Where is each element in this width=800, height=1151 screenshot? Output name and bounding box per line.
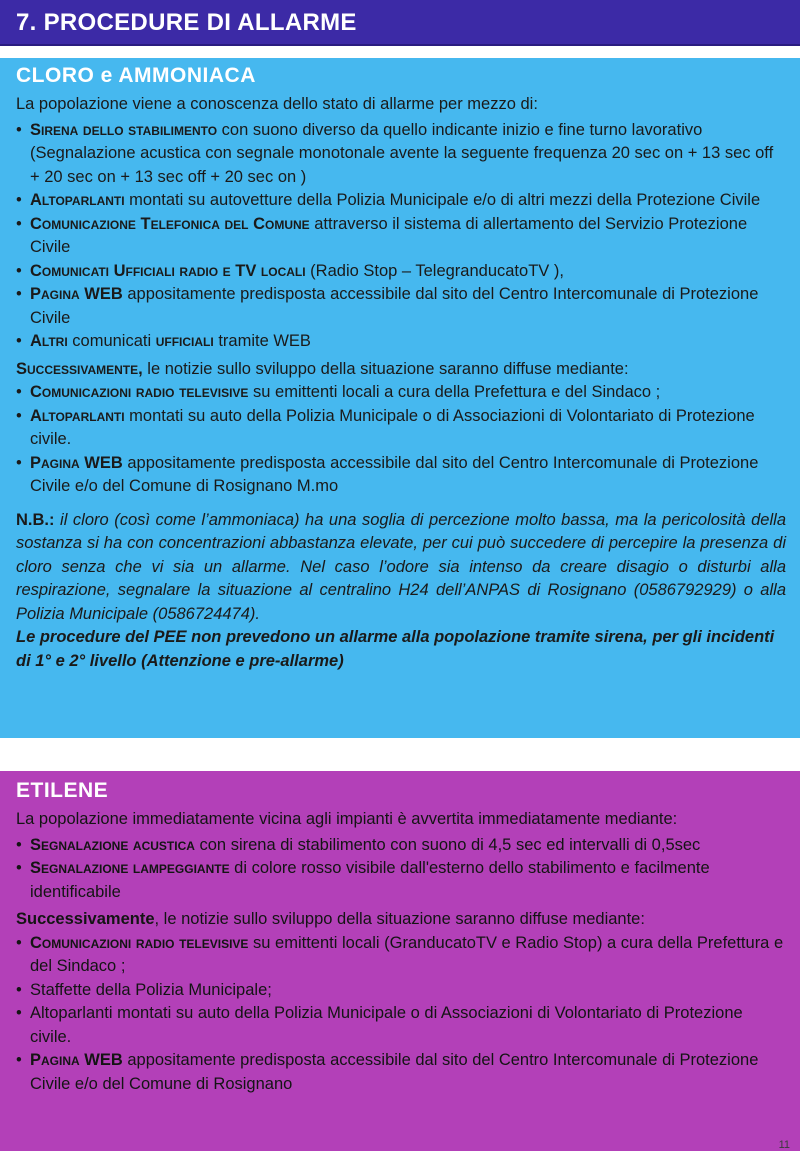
list-item: • Pagina WEB appositamente predisposta accessibile dal sito del Centro Intercomunale di Protezione Civile: [16, 283, 786, 330]
list-item: • Pagina WEB appositamente predisposta accessibile dal sito del Centro Intercomunale di Protezione Civile e/o del Comune di Rosignano M.mo: [16, 452, 786, 499]
subsequent-intro: Successivamente, le notizie sullo sviluppo della situazione saranno diffuse mediante:: [16, 910, 645, 928]
chlorine-ammonia-panel: [0, 58, 800, 738]
section-title-ethylene: ETILENE: [16, 779, 109, 802]
page-number: 11: [778, 1139, 790, 1151]
subsequent-intro: Successivamente, le notizie sullo sviluppo della situazione saranno diffuse mediante:: [16, 359, 629, 378]
section-intro: La popolazione viene a conoscenza dello stato di allarme per mezzo di:: [16, 95, 538, 113]
list-item: • Comunicazioni radio televisive su emittenti locali a cura della Prefettura e del Sindaco ;: [16, 381, 786, 405]
list-item: • Altoparlanti montati su auto della Polizia Municipale o di Associazioni di Volontariato di Protezione civile.: [16, 405, 786, 452]
list-item: • Pagina WEB appositamente predisposta accessibile dal sito del Centro Intercomunale di Protezione Civile e/o del Comune di Rosignano: [16, 1049, 786, 1096]
list-item: • Staffette della Polizia Municipale;: [16, 979, 786, 1003]
nb-note: N.B.: il cloro (così come l’ammoniaca) ha una soglia di percezione molto bassa, ma la pericolosità della sostanza si ha con concentrazioni abbastanza elevate, per cui può succedere di percepire la presenza di cloro senza che vi sia un allarme. Nel caso l’odore sia intenso da creare disagio o disturbi alla respirazione, segnalare la situazione al centralino H24 dell’ANPAS di Rosignano (0586792929) o alla Polizia Municipale (0586724474).: [16, 510, 786, 623]
list-item: • Altri comunicati ufficiali tramite WEB: [16, 330, 786, 354]
list-item: • Altoparlanti montati su auto della Polizia Municipale o di Associazioni di Volontariato di Protezione civile.: [16, 1002, 786, 1049]
ethylene-panel: [0, 771, 800, 1151]
page-title: 7. PROCEDURE DI ALLARME: [16, 9, 357, 36]
list-item: • Comunicazione Telefonica del Comune attraverso il sistema di allertamento del Servizio Protezione Civile: [16, 213, 786, 260]
subsequent-list: [16, 381, 786, 499]
list-item: • Sirena dello stabilimento con suono diverso da quello indicante inizio e fine turno lavorativo (Segnalazione acustica con segnale monotonale avente la seguente frequenza 20 sec on + 13 sec off + 20 sec on + 13 sec off + 20 sec on ): [16, 119, 786, 190]
list-item: • Segnalazione lampeggiante di colore rosso visibile dall'esterno dello stabilimento e facilmente identificabile: [16, 857, 786, 904]
section-intro: La popolazione immediatamente vicina agli impianti è avvertita immediatamente mediante:: [16, 810, 678, 828]
list-item: • Altoparlanti montati su autovetture della Polizia Municipale e/o di altri mezzi della Protezione Civile: [16, 189, 786, 213]
alarm-means-list: [16, 834, 786, 905]
header-bar: [0, 0, 800, 46]
list-item: • Segnalazione acustica con sirena di stabilimento con suono di 4,5 sec ed intervalli di 0,5sec: [16, 834, 786, 858]
siren-note: Le procedure del PEE non prevedono un allarme alla popolazione tramite sirena, per gli incidenti di 1° e 2° livello (Attenzione e pre-allarme): [16, 628, 775, 670]
section-title-chlorine: CLORO e AMMONIACA: [16, 64, 256, 87]
subsequent-list: [16, 932, 786, 1097]
list-item: • Comunicazioni radio televisive su emittenti locali (GranducatoTV e Radio Stop) a cura della Prefettura e del Sindaco ;: [16, 932, 786, 979]
list-item: • Comunicati Ufficiali radio e TV locali (Radio Stop – TelegranducatoTV ),: [16, 260, 786, 284]
alarm-means-list: [16, 119, 786, 354]
